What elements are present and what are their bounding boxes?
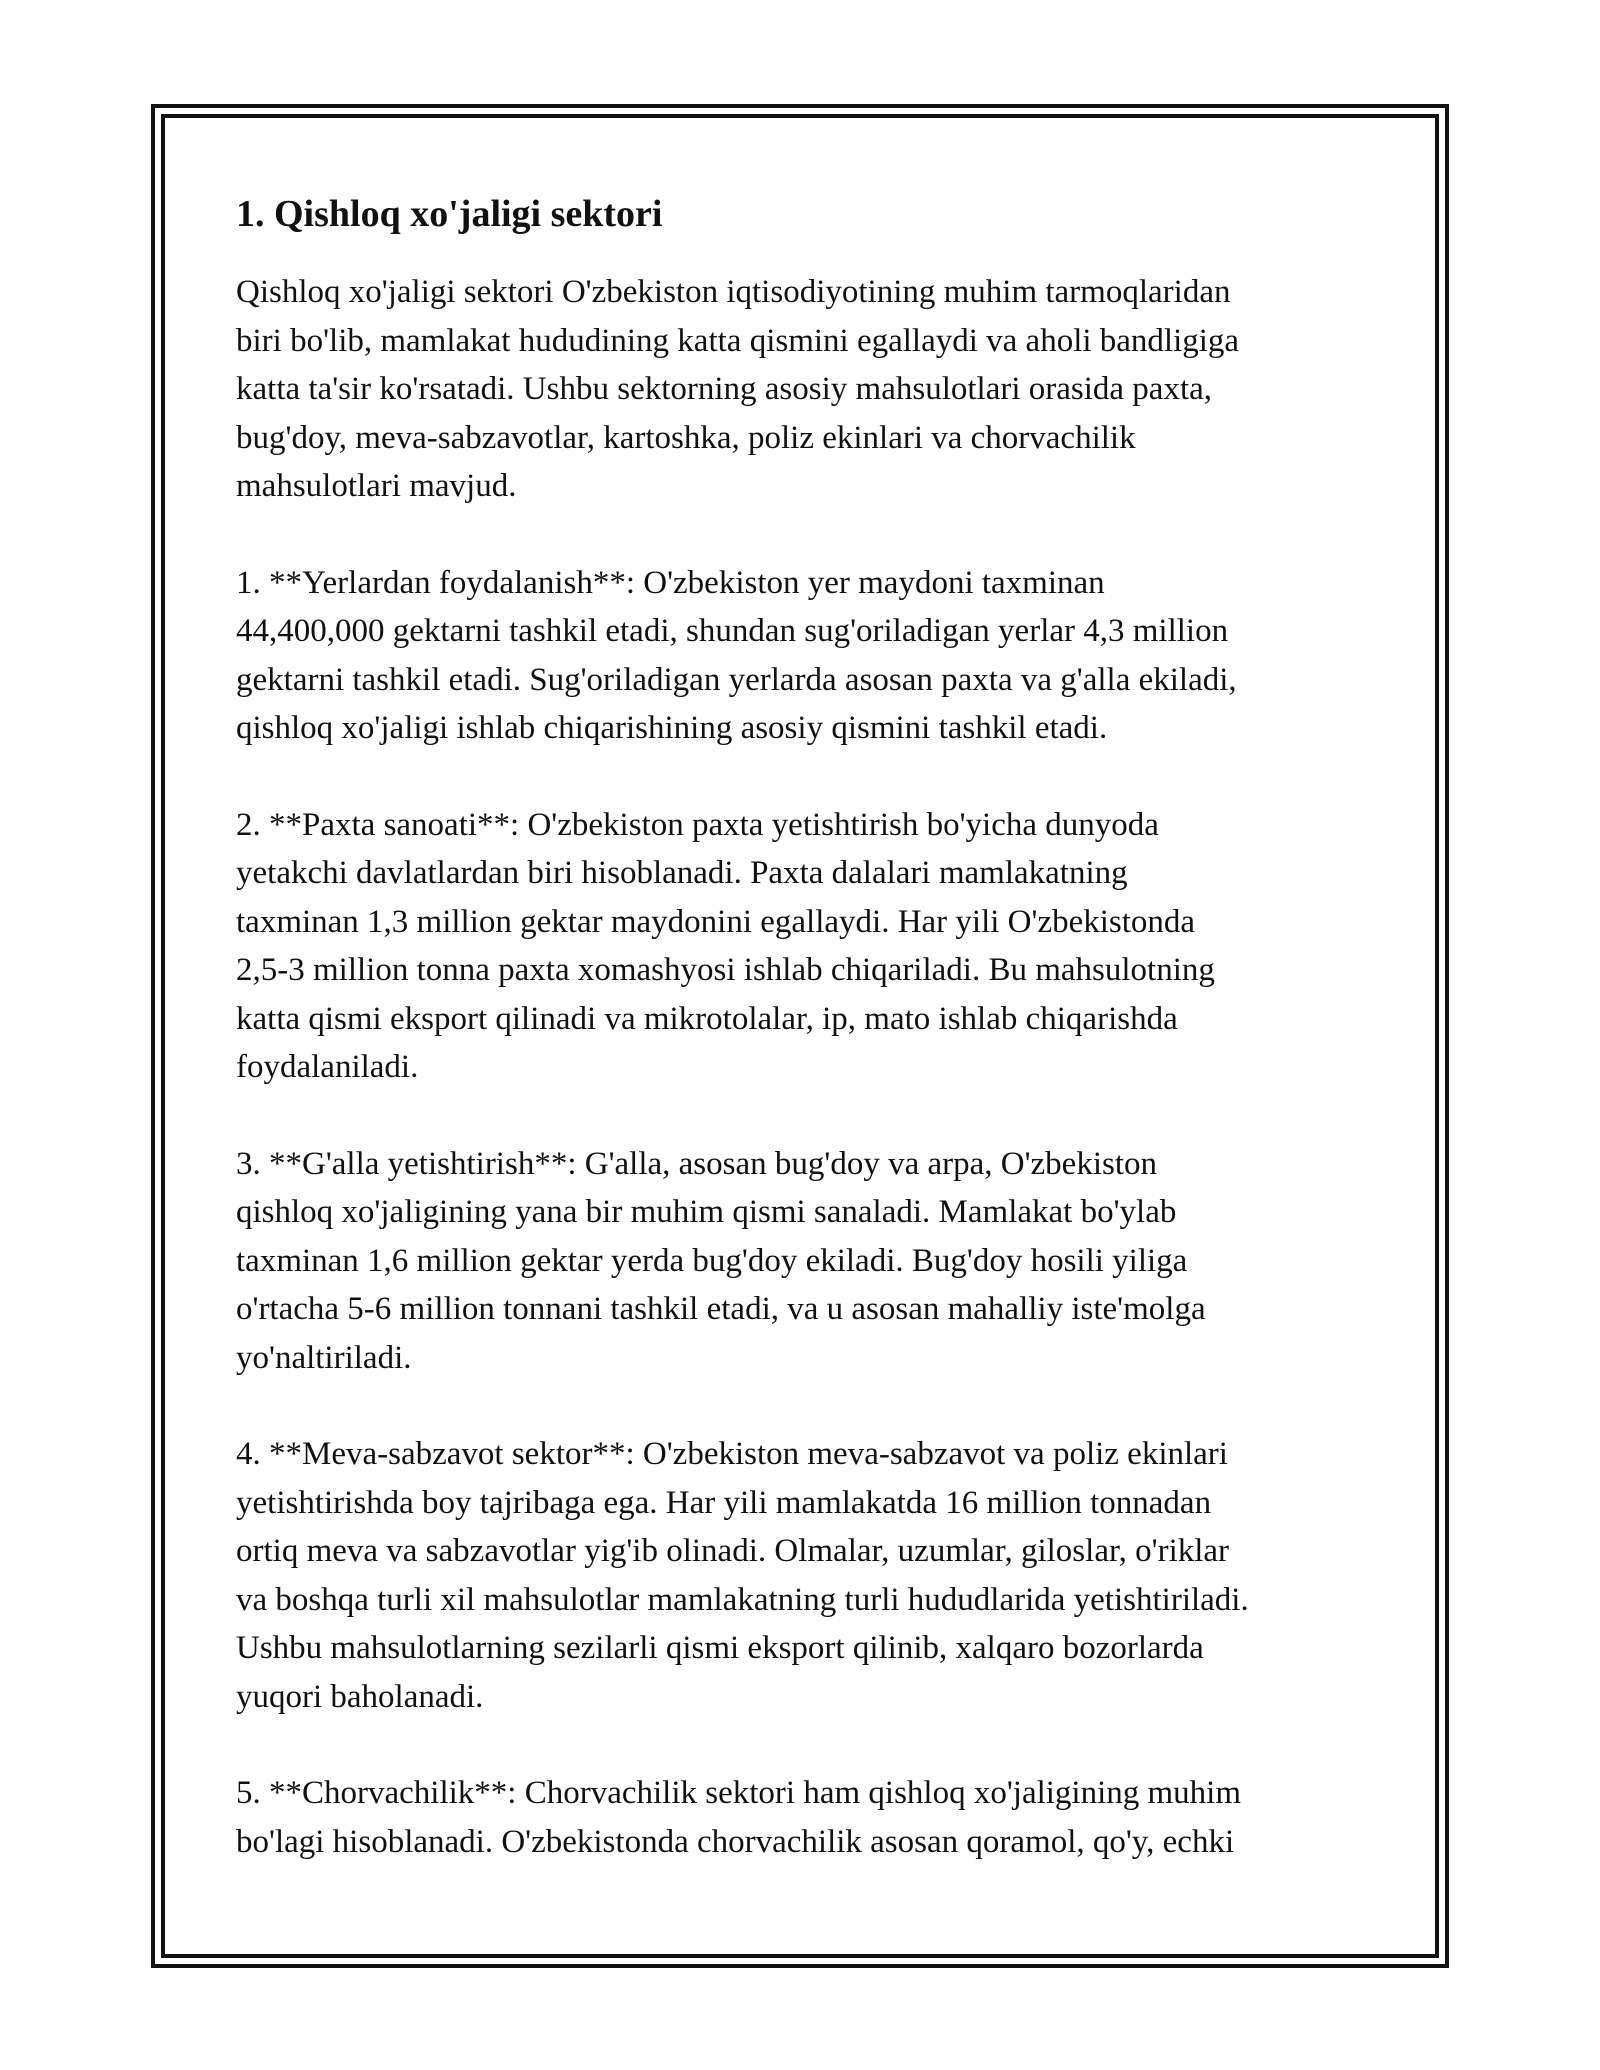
document-content: [236, 186, 1376, 1866]
paragraph-grain-growing: 3. **G'alla yetishtirish**: G'alla, asosan bug'doy va arpa, O'zbekiston qishloq xo'jaligining yana bir muhim qismi sanaladi. Mamlakat bo'ylab taxminan 1,6 million gektar yerda bug'doy ekiladi. Bug'doy hosili yiliga o'rtacha 5-6 million tonnani tashkil etadi, va u asosan mahalliy iste'molga yo'naltiriladi.: [236, 1145, 1206, 1376]
paragraph-land-use: 1. **Yerlardan foydalanish**: O'zbekiston yer maydoni taxminan 44,400,000 gektarni tashkil etadi, shundan sug'oriladigan yerlar 4,3 million gektarni tashkil etadi. Sug'oriladigan yerlarda asosan paxta va g'alla ekiladi, qishloq xo'jaligi ishlab chiqarishining asosiy qismini tashkil etadi.: [236, 564, 1237, 746]
intro-paragraph: Qishloq xo'jaligi sektori O'zbekiston iqtisodiyotining muhim tarmoqlaridan biri bo'lib, mamlakat hududining katta qismini egallaydi va aholi bandligiga katta ta'sir ko'rsatadi. Ushbu sektorning asosiy mahsulotlari orasida paxta, bug'doy, meva-sabzavotlar, kartoshka, poliz ekinlari va chorvachilik mahsulotlari mavjud.: [236, 274, 1240, 504]
paragraph-livestock: 5. **Chorvachilik**: Chorvachilik sektori ham qishloq xo'jaligining muhim bo'lagi hisoblanadi. O'zbekistonda chorvachilik asosan qoramol, qo'y, echki: [236, 1775, 1242, 1860]
section-heading: 1. Qishloq xo'jaligi sektori: [236, 193, 663, 235]
paragraph-cotton-industry: 2. **Paxta sanoati**: O'zbekiston paxta yetishtirish bo'yicha dunyoda yetakchi davlatlardan biri hisoblanadi. Paxta dalalari mamlakatning taxminan 1,3 million gektar maydonini egallaydi. Har yili O'zbekistonda 2,5-3 million tonna paxta xomashyosi ishlab chiqariladi. Bu mahsulotning katta qismi eksport qilinadi va mikrotolalar, ip, mato ishlab chiqarishda foydalaniladi.: [236, 806, 1215, 1085]
paragraph-fruit-vegetable: 4. **Meva-sabzavot sektor**: O'zbekiston meva-sabzavot va poliz ekinlari yetishtirishda boy tajribaga ega. Har yili mamlakatda 16 million tonnadan ortiq meva va sabzavotlar yig'ib olinadi. Olmalar, uzumlar, giloslar, o'riklar va boshqa turli xil mahsulotlar mamlakatning turli hududlarida yetishtiriladi. Ushbu mahsulotlarning sezilarli qismi eksport qilinib, xalqaro bozorlarda yuqori baholanadi.: [236, 1436, 1249, 1715]
